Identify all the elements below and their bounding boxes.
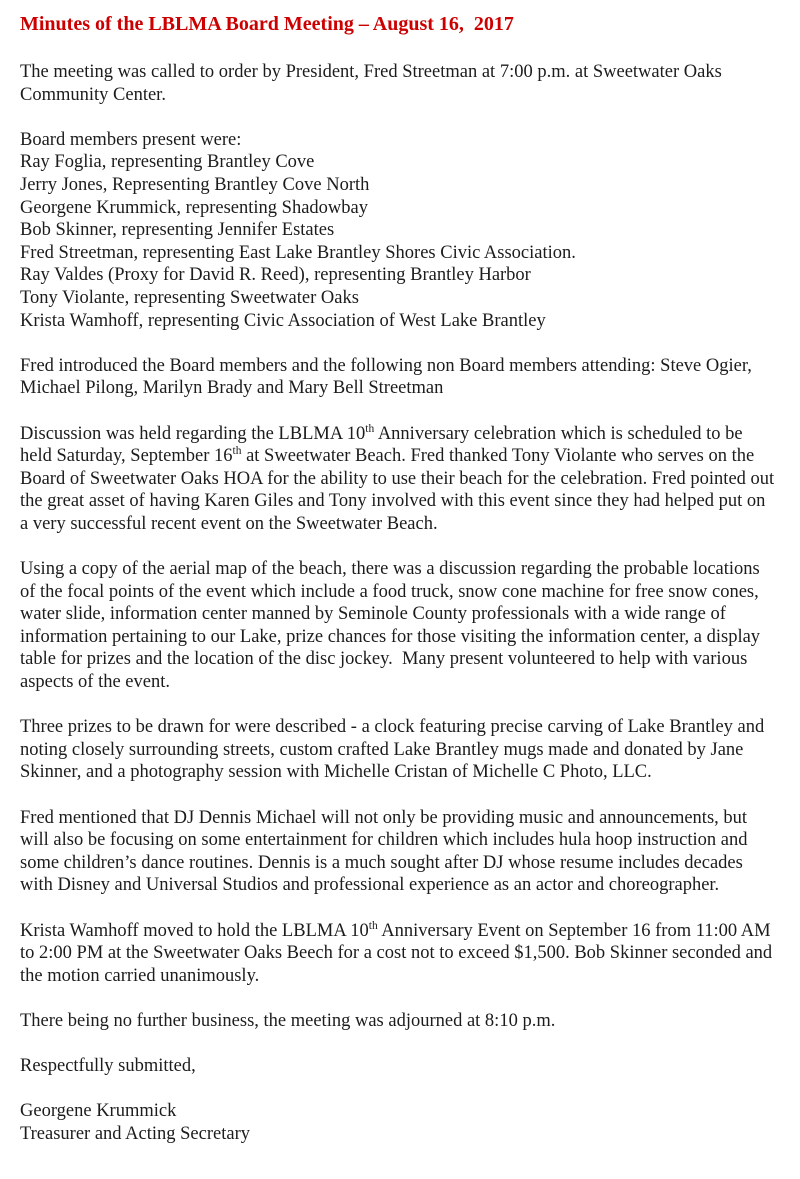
paragraph: Fred introduced the Board members and the following non Board members attending: Steve Ogier, Michael Pilong, Marilyn Brady and Mary Bell Streetman [20, 355, 757, 399]
ordinal-superscript: th [368, 919, 378, 932]
text-line: Georgene Krummick, representing Shadowbay [20, 197, 368, 218]
paragraph: Using a copy of the aerial map of the beach, there was a discussion regarding the probable locations of the focal points of the event which include a food truck, snow cone machine for free snow cones, water slide, information center manned by Seminole County professionals with a wide range of information pertaining to our Lake, prize chances for those visiting the information center, a display table for prizes and the location of the disc jockey. Many present volunteered to help with various aspects of the event. [20, 559, 765, 693]
paragraph: Discussion was held regarding the LBLMA 10th Anniversary celebration which is scheduled to be held Saturday, September 16th at Sweetwater Beach. Fred thanked Tony Violante who serves on the Board of Sweetwater Oaks HOA for the ability to use their beach for the celebration. Fred pointed out the great asset of having Karen Giles and Tony involved with this event since they had helped put on a very successful recent event on the Sweetwater Beach. [20, 422, 779, 534]
text-line: Fred Streetman, representing East Lake Brantley Shores Civic Association. [20, 242, 576, 263]
ordinal-superscript: th [232, 444, 242, 457]
paragraph: There being no further business, the meeting was adjourned at 8:10 p.m. [20, 1010, 556, 1031]
document-body [20, 61, 778, 1146]
text-line: Tony Violante, representing Sweetwater Oaks [20, 287, 359, 308]
text-line: Jerry Jones, Representing Brantley Cove North [20, 174, 370, 195]
text-line: Board members present were: [20, 129, 242, 150]
paragraph: Krista Wamhoff moved to hold the LBLMA 10th Anniversary Event on September 16 from 11:00 AM to 2:00 PM at the Sweetwater Oaks Beech for a cost not to exceed $1,500. Bob Skinner seconded and the motion carried unanimously. [20, 919, 777, 986]
paragraph: The meeting was called to order by President, Fred Streetman at 7:00 p.m. at Sweetwater Oaks Community Center. [20, 62, 727, 105]
line-group [20, 1100, 778, 1145]
text-line: Bob Skinner, representing Jennifer Estates [20, 220, 335, 241]
paragraph: Three prizes to be drawn for were described - a clock featuring precise carving of Lake Brantley and noting closely surrounding streets, custom crafted Lake Brantley mugs made and donated by Jane Skinner, and a photography session with Michelle Cristan of Michelle C Photo, LLC. [20, 717, 769, 783]
text-line: Krista Wamhoff, representing Civic Association of West Lake Brantley [20, 310, 546, 331]
ordinal-superscript: th [365, 422, 375, 435]
text-line: Treasurer and Acting Secretary [20, 1123, 250, 1144]
text-line: Georgene Krummick [20, 1101, 177, 1122]
text-line: Ray Foglia, representing Brantley Cove [20, 152, 315, 173]
text-line: Ray Valdes (Proxy for David R. Reed), representing Brantley Harbor [20, 265, 531, 286]
paragraph: Fred mentioned that DJ Dennis Michael will not only be providing music and announcements, but will also be focusing on some entertainment for children which includes hula hoop instruction and some children’s dance routines. Dennis is a much sought after DJ whose resume includes decades with Disney and Universal Studios and professional experience as an actor and choreographer. [20, 807, 753, 896]
paragraph: Respectfully submitted, [20, 1056, 196, 1077]
line-group [20, 129, 778, 332]
document-title: Minutes of the LBLMA Board Meeting – August 16, 2017 [20, 13, 514, 35]
